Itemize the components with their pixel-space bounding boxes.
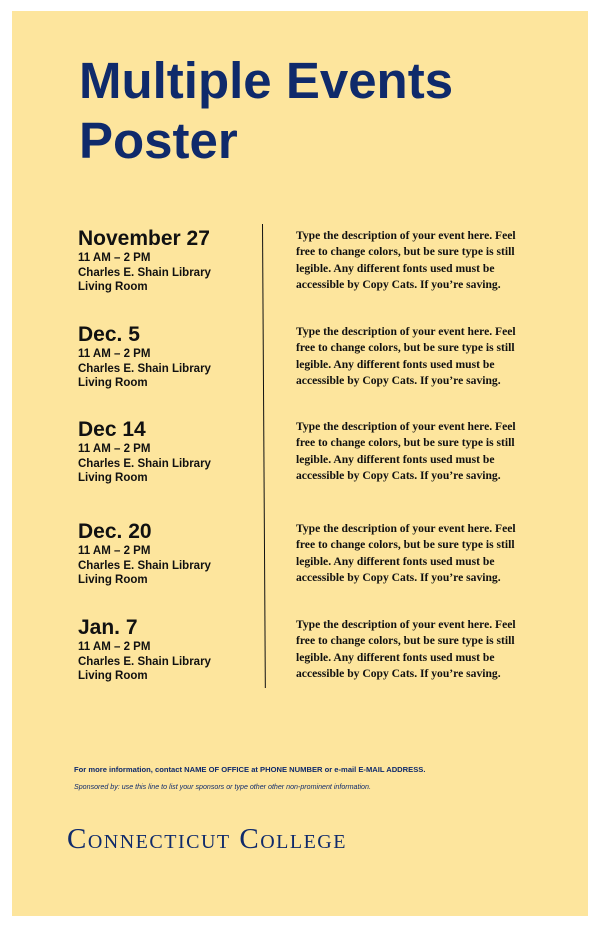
title-line-1: Multiple Events bbox=[79, 52, 454, 109]
event-location: Charles E. Shain Library bbox=[78, 457, 211, 470]
event-details bbox=[78, 640, 211, 684]
event-location: Charles E. Shain Library bbox=[78, 362, 211, 375]
event-date: Jan. 7 bbox=[78, 616, 138, 639]
event-room: Living Room bbox=[78, 670, 148, 682]
event-item bbox=[78, 227, 578, 307]
event-description: Type the description of your event here. Feel free to change colors, but be sure type is still legible. Any different fonts used must be accessible by Copy Cats. If you’re saving. bbox=[296, 229, 516, 291]
event-details bbox=[78, 544, 211, 588]
event-description: Type the description of your event here. Feel free to change colors, but be sure type is still legible. Any different fonts used must be accessible by Copy Cats. If you’re saving. bbox=[296, 420, 516, 482]
event-location: Charles E. Shain Library bbox=[78, 266, 211, 279]
event-description: Type the description of your event here. Feel free to change colors, but be sure type is still legible. Any different fonts used must be accessible by Copy Cats. If you’re saving. bbox=[296, 618, 516, 680]
event-item bbox=[78, 418, 578, 498]
event-date: Dec. 20 bbox=[78, 520, 152, 543]
event-time: 11 AM – 2 PM bbox=[78, 252, 151, 264]
event-details bbox=[78, 251, 211, 295]
event-item bbox=[78, 616, 578, 696]
contact-line: For more information, contact NAME OF OFFICE at PHONE NUMBER or e-mail E-MAIL ADDRESS. bbox=[74, 765, 426, 774]
title-line-2: Poster bbox=[79, 112, 238, 169]
event-item bbox=[78, 520, 578, 600]
event-description: Type the description of your event here. Feel free to change colors, but be sure type is still legible. Any different fonts used must be accessible by Copy Cats. If you’re saving. bbox=[296, 325, 516, 387]
event-time: 11 AM – 2 PM bbox=[78, 545, 151, 557]
event-description: Type the description of your event here. Feel free to change colors, but be sure type is still legible. Any different fonts used must be accessible by Copy Cats. If you’re saving. bbox=[296, 522, 516, 584]
event-details bbox=[78, 347, 211, 391]
event-details bbox=[78, 442, 211, 486]
connecticut-college-logo: Connecticut College bbox=[67, 823, 347, 855]
event-room: Living Room bbox=[78, 377, 148, 389]
event-time: 11 AM – 2 PM bbox=[78, 348, 151, 360]
sponsor-line: Sponsored by: use this line to list your sponsors or type other other non-prominent information. bbox=[74, 783, 371, 791]
poster-title bbox=[79, 51, 559, 171]
event-time: 11 AM – 2 PM bbox=[78, 443, 151, 455]
event-room: Living Room bbox=[78, 281, 148, 293]
event-date: Dec. 5 bbox=[78, 323, 140, 346]
event-location: Charles E. Shain Library bbox=[78, 655, 211, 668]
event-time: 11 AM – 2 PM bbox=[78, 641, 151, 653]
event-item bbox=[78, 323, 578, 403]
poster bbox=[12, 11, 588, 916]
event-room: Living Room bbox=[78, 574, 148, 586]
event-date: Dec 14 bbox=[78, 418, 146, 441]
event-date: November 27 bbox=[78, 227, 210, 250]
event-location: Charles E. Shain Library bbox=[78, 559, 211, 572]
event-room: Living Room bbox=[78, 472, 148, 484]
